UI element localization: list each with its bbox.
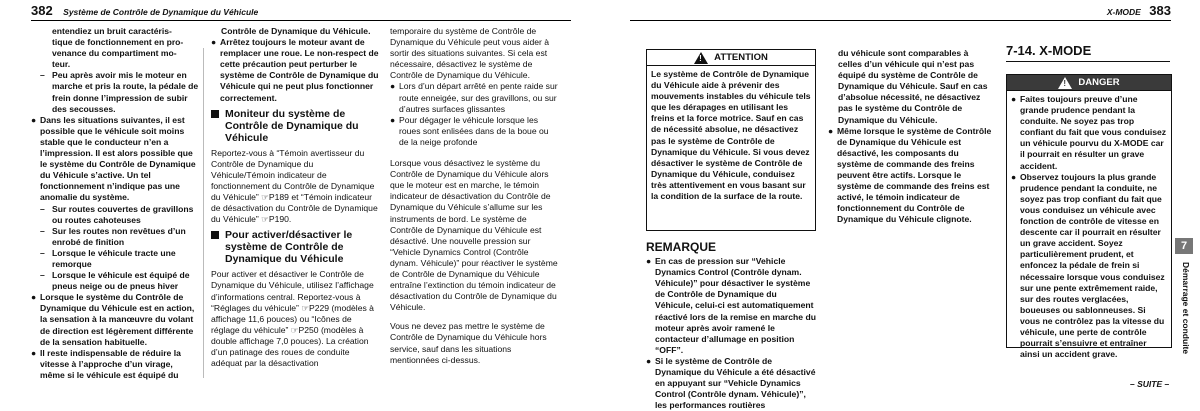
section-heading-text: Pour activer/désactiver le système de Contrôle de Dynamique du Véhicule (225, 229, 353, 266)
list-item-text: Observez toujours la plus grande prudence pendant la conduite, ne soyez pas trop confiant du fait que vous conduisez un véhicule avec fonction de contrôle de vitesse en descente car il pourrait en résulter un grave accident. Soyez particulièrement prudent, et enfoncez la pédale de frein si nécessaire lorsque vous conduisez sur une pente extrêmement raide, sur des routes verglacées, boueuses ou sablonneuses. Si vous ne contrôlez pas la vitesse du véhicule, une perte de contrôle pourrait s’ensuivre et entraîner ainsi un accident grave. (1020, 171, 1165, 360)
list-item-text: Pour dégager le véhicule lorsque les roues sont enlisées dans de la boue ou de la neige profonde (399, 114, 549, 147)
text-line: venance du compartiment mo- (52, 48, 177, 59)
paragraph: temporaire du système de Contrôle de Dynamique du Véhicule peut vous aider à sortir des situations suivantes. Si cela est nécessaire, désactivez le système de Contrôle de Dynamique du Véhicule. (390, 26, 550, 81)
bullet-icon: ● (390, 81, 396, 92)
chapter-tab-number: 7 (1175, 238, 1193, 254)
list-item (40, 70, 199, 114)
column-2 (211, 26, 379, 369)
section-title: 7-14. X-MODE (1006, 43, 1170, 62)
x-mode-section (1006, 43, 1170, 62)
dash-icon: – (40, 247, 45, 258)
list-item-text: Il reste indispensable de réduire la vitesse à l’approche d’un virage, même si le véhicule est équipé du (40, 347, 181, 380)
list-item (646, 256, 816, 356)
bullet-icon: ● (31, 114, 37, 125)
list-item (1011, 94, 1167, 172)
list-item-text: Arrêtez toujours le moteur avant de remplacer une roue. Le non-respect de cette précaution peut perturber le système de Contrôle de Dynamique du Véhicule qui ne peut plus fonctionner correctement. (220, 37, 379, 103)
list-item (40, 226, 199, 248)
column-3 (390, 26, 558, 366)
list-item (40, 248, 199, 270)
remarque-heading: REMARQUE (646, 240, 717, 254)
chapter-tab-label: Démarrage et conduite (1181, 262, 1191, 355)
list-item (31, 115, 199, 293)
danger-body (1007, 91, 1171, 363)
bullet-icon: ● (390, 114, 396, 125)
right-page-number: 383 (1149, 3, 1171, 18)
dash-icon: – (40, 270, 45, 281)
paragraph: Pour activer et désactiver le Contrôle de Dynamique du Véhicule, utilisez l’affichage d’informations central. Reportez-vous à “Réglages du véhicule” ☞P229 (modèles à affichage 11,6 pouces) ou “Icônes de réglage du véhicule” ☞P250 (modèles à double affichage 7,0 pouces). La création d’un patinage des roues de conduite adéquat par la désactivation (211, 269, 374, 369)
paragraph: Lorsque vous désactivez le système du Contrôle de Dynamique du Véhicule alors que le moteur est en marche, le témoin indicateur de désactivation du Contrôle de Dynamique du Véhicule s’allume sur les instruments de bord. Le système de Contrôle de Dynamique du Véhicule est désactivé. Une nouvelle pression sur “Vehicle Dynamics Control (Contrôle dynam. Véhicule)” pour réactiver le système de Contrôle de Dynamique du Véhicule entraîne l’extinction du témoin indicateur de désactivation du Contrôle de Dynamique du Véhicule. (390, 158, 558, 313)
text-line: entendiez un bruit caractéris- (52, 26, 172, 36)
list-item-text: Dans les situations suivantes, il est possible que le véhicule soit moins stable que le conducteur n’en a l’impression. Il est alors possible que le système du Contrôle de Dynamique du Véhicule s’active. Un tel fonctionnement n’indique pas une anomalie du système. (40, 114, 196, 203)
warning-icon-mark: ! (699, 53, 702, 63)
list-item-text: Lorsque le système du Contrôle de Dynamique du Véhicule est en action, la sensation à la manœuvre du volant de direction est légèrement différente de la sensation habituelle. (40, 292, 195, 347)
list-item-text: Si le système de Contrôle de Dynamique du Véhicule a été désactivé en appuyant sur “Vehicle Dynamics Control (Contrôle dynam. Véhicule)”, les performances routières (655, 355, 816, 411)
list-item (40, 270, 199, 292)
attention-label: ATTENTION (714, 52, 768, 63)
paragraph: Contrôle de Dynamique du Véhicule. (221, 26, 371, 36)
column-divider (203, 48, 204, 378)
list-item (390, 81, 558, 114)
dash-icon: – (40, 70, 45, 81)
paragraph: du véhicule sont comparables à celles d’un véhicule qui n’est pas équipé du système de Contrôle de Dynamique du Véhicule. Sauf en cas d’absolue nécessité, ne désactivez pas le système du Contrôle de Dynamique du Véhicule. (838, 48, 988, 125)
bullet-icon: ● (1011, 171, 1017, 182)
list-item (31, 292, 199, 347)
paragraph: Vous ne devez pas mettre le système de Contrôle de Dynamique du Véhicule hors service, sauf dans les situations mentionnées ci-dessus. (390, 321, 547, 365)
list-item (211, 37, 379, 104)
attention-text: Le système de Contrôle de Dynamique du Véhicule aide à prévenir des mouvements instables du véhicule tels que les dérapages en utilisant les freins et la force motrice. Sauf en cas de nécessité absolue, ne désactivez pas le système de Contrôle de Dynamique du Véhicule. Si vous devez désactiver le système de Contrôle de Dynamique du Véhicule, conduisez très attentivement en vous basant sur la condition de la surface de la route. (651, 69, 811, 202)
attention-header (647, 50, 815, 66)
list-item-text: Sur routes couvertes de gravillons ou routes cahoteuses (52, 203, 194, 225)
list-item (1011, 172, 1167, 361)
bullet-icon: ● (646, 256, 652, 267)
left-page-header (31, 2, 571, 21)
list-item-text: Faites toujours preuve d’une grande prudence pendant la conduite. Ne soyez pas trop confiant du fait que vous conduisez un véhicule pourvu du X-MODE car il pourrait en résulter un grave accident. (1020, 94, 1167, 171)
list-item-text: Lorsque le véhicule tracte une remorque (52, 247, 176, 269)
bullet-icon: ● (646, 355, 652, 366)
list-item-text: Peu après avoir mis le moteur en marche et pris la route, la pédale de frein donne l’impression de subir des secousses. (52, 70, 199, 114)
bullet-icon: ● (31, 292, 37, 303)
continued-label: – SUITE – (1130, 379, 1170, 389)
bullet-icon: ● (828, 125, 834, 136)
section-heading (211, 229, 379, 265)
danger-label: DANGER (1078, 77, 1120, 88)
bullet-icon: ● (1011, 94, 1017, 104)
list-item (828, 126, 992, 226)
list-item (646, 356, 816, 411)
warning-icon (1058, 77, 1072, 89)
column-1 (31, 26, 199, 381)
dash-icon: – (40, 203, 45, 214)
list-item (40, 204, 199, 226)
dash-icon: – (40, 225, 45, 236)
danger-header (1007, 75, 1171, 91)
remarque-section (646, 242, 816, 411)
warning-icon (694, 52, 708, 64)
list-item-text: Sur les routes non revêtues d’un enrobé de finition (52, 225, 186, 247)
list-item (31, 348, 199, 381)
square-bullet-icon (211, 110, 219, 118)
text-line: teur. (52, 59, 71, 70)
right-page-title: X-MODE (1106, 7, 1141, 17)
text-line: tique de fonctionnement en pro- (52, 37, 184, 48)
paragraph: Reportez-vous à “Témoin avertisseur du Contrôle de Dynamique du Véhicule/Témoin indicateur de fonctionnement du Contrôle de Dynamique du Véhicule” ☞P189 et “Témoin indicateur de désactivation du Contrôle de Dynamique du Véhicule” ☞P190. (211, 147, 378, 225)
attention-box (646, 49, 816, 231)
column-5 (828, 48, 992, 226)
right-page-header (630, 2, 1171, 21)
bullet-icon: ● (31, 347, 37, 358)
section-heading (211, 108, 379, 144)
list-item-text: Lorsque le véhicule est équipé de pneus neige ou de pneus hiver (52, 270, 190, 292)
list-item (390, 115, 558, 148)
list-item-text: Lors d’un départ arrêté en pente raide sur route enneigée, sur des gravillons, ou sur d’autres surfaces glissantes (399, 81, 558, 114)
square-bullet-icon (211, 231, 219, 239)
left-page-number: 382 (31, 3, 53, 18)
list-item-text: Même lorsque le système de Contrôle de Dynamique du Véhicule est désactivé, les composants du système de commande des freins peuvent être actifs. Lorsque le système de commande des freins est activé, le témoin indicateur de fonctionnement du Contrôle de Dynamique du Véhicule clignote. (837, 125, 992, 225)
bullet-icon: ● (211, 37, 217, 48)
list-item-text: En cas de pression sur “Vehicle Dynamics Control (Contrôle dynam. Véhicule)” pour désactiver le système de Contrôle de Dynamique du Véhicule, celui-ci est automatiquement réactivé lors de la remise en marche du moteur après avoir ramené le contacteur d’allumage en position “OFF”. (655, 256, 816, 355)
left-page-title: Système de Contrôle de Dynamique du Véhicule (63, 7, 259, 17)
section-heading-text: Moniteur du système de Contrôle de Dynamique du Véhicule (225, 107, 359, 144)
warning-icon-mark: ! (1063, 78, 1067, 88)
danger-box (1006, 74, 1172, 360)
